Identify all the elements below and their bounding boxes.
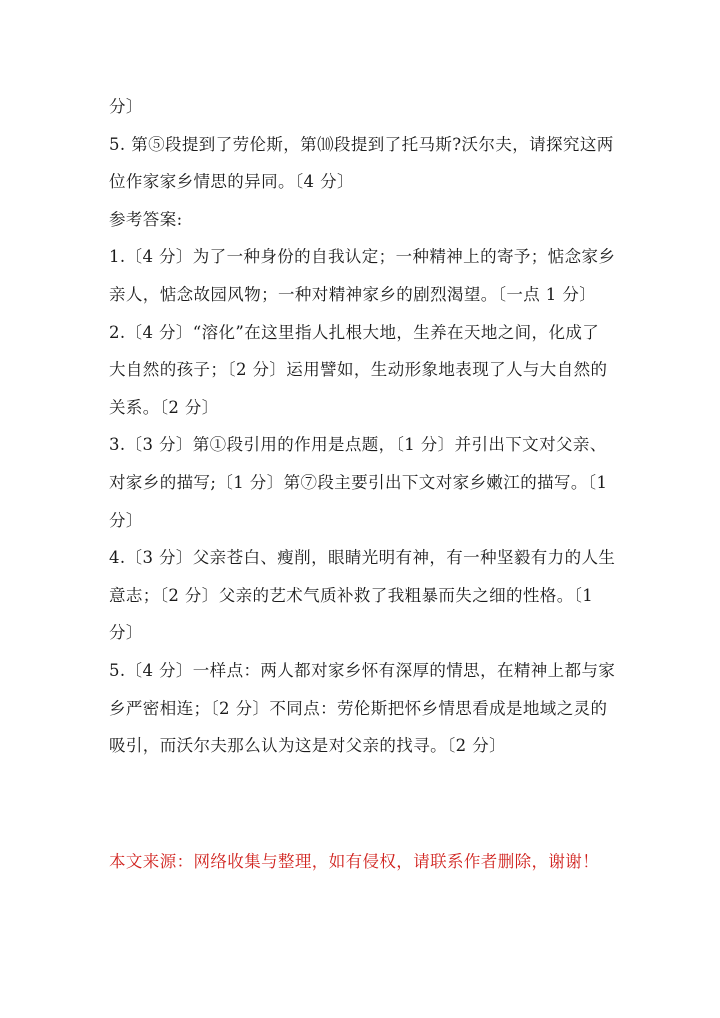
text-line: 对家乡的描写;〔1 分〕第⑦段主要引出下文对家乡嫩江的描写。〔1: [109, 472, 608, 492]
text-line: 分〕: [109, 97, 143, 116]
text-line: 亲人，惦念故园风物；一种对精神家乡的剧烈渴望。〔一点 1 分〕: [109, 284, 597, 304]
text-line: 位作家家乡情思的异同。〔4 分〕: [109, 172, 354, 192]
text-line: 意志；〔2 分〕父亲的艺术气质补救了我粗暴而失之细的性格。〔1: [109, 585, 594, 605]
text-line: 乡严密相连；〔2 分〕不同点：劳伦斯把怀乡情思看成是地域之灵的: [109, 698, 608, 718]
text-line: 分〕: [109, 623, 143, 643]
text-line: 1.〔4 分〕为了一种身份的自我认定；一种精神上的寄予；惦念家乡: [109, 247, 616, 267]
text-line: 3.〔3 分〕第①段引用的作用是点题，〔1 分〕并引出下文对父亲、: [109, 435, 607, 455]
text-line: 大自然的孩子；〔2 分〕运用譬如，生动形象地表现了人与大自然的: [109, 360, 608, 380]
source-note: 本文来源：网络收集与整理，如有侵权，请联系作者删除，谢谢！: [109, 852, 600, 871]
document-body: [109, 88, 614, 765]
text-line: 关系。〔2 分〕: [109, 397, 219, 417]
answers-heading: 参考答案:: [109, 209, 183, 229]
text-line: 4.〔3 分〕父亲苍白、瘦削，眼睛光明有神，有一种坚毅有力的人生: [109, 548, 616, 568]
text-line: 5.〔4 分〕一样点：两人都对家乡怀有深厚的情思，在精神上都与家: [109, 660, 616, 680]
text-line: 吸引，而沃尔夫那么认为这是对父亲的找寻。〔2 分〕: [109, 736, 506, 756]
text-line: 2.〔4 分〕“溶化”在这里指人扎根大地，生养在天地之间，化成了: [109, 322, 600, 342]
text-line: 5. 第⑤段提到了劳伦斯，第⑽段提到了托马斯?沃尔夫，请探究这两: [109, 134, 614, 154]
text-line: 分〕: [109, 510, 143, 530]
